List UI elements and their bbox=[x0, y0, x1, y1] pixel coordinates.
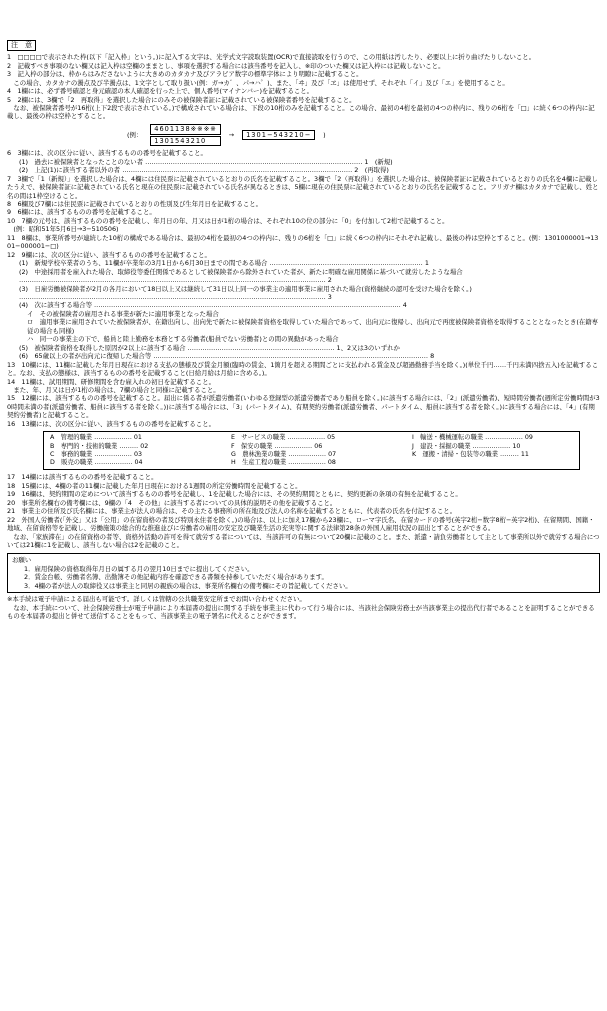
footer-note: ※本手続は電子申請による届出も可能です。詳しくは管轄の公共職業安定所までお問い合わせください。 なお、本手続について、社会保険労務士が電子申請により本届書の提出に関する手続を事業主に代わって行う場合には、当該社会保険労務士が当該事業主の提出代行者であることを証明することができるものを本届書の提出と併せて送信することをもって、当該事業主の電子署名に代えることができます。 bbox=[7, 595, 595, 621]
note-item: 15 12欄には、該当するものの番号を記載すること。届出に係る者が派遣労働者(いわゆる登録型の派遣労働者であり船員を除く。)に該当する場合には、「2」(派遣労働者)、短時間労働者(週所定労働時間が30時間未満の者(派遣労働者、船員に該当する者を除く。))に該当する場合には、「3」(パートタイム)、有期契約労働者(派遣労働者、パートタイム、船員に該当する者を除く。)に該当する場合には、「4」(有期契約労働者)と記載すること。 bbox=[7, 394, 600, 420]
example-row2: 1301543210 bbox=[150, 136, 220, 147]
example-row1: 4601138※※※※ bbox=[150, 124, 220, 135]
note-item: 10 7欄の元号は、該当するものの番号を記載し、年月日の年、月又は日が1桁の場合は、それぞれ10の位の部分に「0」を付加して2桁で記載すること。 (例：昭和51年5月6日→3−510506) bbox=[7, 216, 449, 234]
request-title: お願い bbox=[12, 556, 32, 565]
note-item: 8 6欄及び7欄には住民票に記載されているとおりの性別及び生年月日を記載すること。 bbox=[7, 199, 263, 208]
request-box bbox=[7, 553, 600, 593]
occupation-item bbox=[412, 459, 573, 467]
occupation-item: D 販売の職業 ……………… 04 bbox=[50, 459, 143, 467]
note-subsubitem: ハ 同一の事業主の下で、船員と陸上勤務を本務とする労働者(船員でない労働者)との間の異動があった場合 bbox=[27, 335, 339, 344]
occupation-item: J 建設・採掘の職業 ……………… 10 bbox=[412, 442, 521, 450]
insured-number-example bbox=[127, 124, 600, 146]
note-item: 18 15欄には、4欄の者の11欄に記載した年月日現在における1週間の所定労働時間を記載すること。 bbox=[7, 481, 302, 490]
note-item: 21 事業主の住所及び氏名欄には、事業主が法人の場合は、その主たる事務所の所在地及び法人の名称を記載するとともに、代表者の氏名を付記すること。 bbox=[7, 507, 457, 516]
occupation-item: C 事務的職業 ……………… 03 bbox=[50, 450, 142, 458]
occupation-item: I 輸送・機械運転の職業 ……………… 09 bbox=[412, 434, 533, 442]
occupation-item: F 保安の職業 ……………… 06 bbox=[231, 442, 323, 450]
example-label: (例： bbox=[127, 130, 143, 139]
notes-section-3 bbox=[7, 473, 600, 549]
example-grid bbox=[150, 124, 220, 146]
note-item: 14 11欄は、試用期間、研修期間を含む雇入れの初日を記載すること。 また、年、月又は日が1桁の場合は、7欄の場合と同様に記載すること。 bbox=[7, 377, 220, 394]
note-subitem: (1) 新規学校卒業者のうち、11欄が卒業年の3月1日から6月30日までの間である場合 ……………………………………………………………… 1 bbox=[19, 259, 429, 268]
request-item: 1．雇用保険の資格取得年月日の属する月の翌月10日までに提出してください。 bbox=[24, 564, 254, 573]
note-subitem: (5) 被保険者資格を取得した原因が2以上に該当する場合 …………………………………………………………… 1、2又は3のいずれか bbox=[19, 343, 400, 352]
note-item: 1 □□□□で表示された枠(以下「記入枠」という。)に記入する文字は、光学式文字読取装置(OCR)で直接読取を行うので、この用紙は汚したり、必要以上に折り曲げたりしないこと。 bbox=[7, 53, 536, 62]
notes-section-2 bbox=[7, 149, 600, 428]
note-subitem: (1) 過去に被保険者となったことのない者 ………………………………………………………………………………………… 1 (新規) bbox=[19, 157, 393, 166]
example-result: 1301−543210− bbox=[242, 130, 315, 141]
note-item: 17 14欄には該当するものの番号を記載すること。 bbox=[7, 473, 158, 482]
note-item: 7 3欄で「1（新規）」を選択した場合は、4欄には住民票に記載されているとおりの氏名を記載すること。3欄で「2（再取得）」を選択した場合は、被保険者証に記載されているとおりの氏名を4欄に記載したうえで、被保険者証に記載されている氏名と現在の住民票に記載されている氏名が異なるときは、5欄に現在の住民票に記載されているとおりの氏名を記載すること。フリガナ欄はカタカナで記載し、姓と名の間は1枠空けること。 bbox=[7, 174, 599, 200]
note-subitem: (4) 次に該当する場合等 ……………………………………………………………………………………………………………………………… 4 bbox=[19, 301, 407, 310]
occupation-table bbox=[43, 431, 580, 470]
note-subsubitem: ロ 適用事業に雇用されていた被保険者が、在籍出向し、出向先で新たに被保険者資格を取得していた場合であって、出向元に復帰し、出向元で再度被保険者資格を取得することとなったとき(在籍専従の場合も同様) bbox=[27, 318, 599, 335]
arrow-icon: → bbox=[228, 130, 235, 139]
note-item: 11 8欄は、事業所番号が連続した10桁の構成である場合は、最初の4桁を最初の4つの枠内に、残りの6桁を「□」に続く6つの枠内にそれぞれ記載し、最後の枠は空枠とすること。(例：1301000001→1301−000001−□) bbox=[7, 233, 599, 251]
note-subitem: (2) 中途採用者を雇入れた場合、取締役等委任関係であるとして被保険者から除外されていた者が、新たに明確な雇用関係に基づいて就労したような場合 ……………………………………………………………………………………………………………………………… 2 bbox=[19, 267, 465, 285]
notes-page bbox=[7, 0, 600, 621]
occupation-item: G 農林漁業の職業 ……………… 07 bbox=[231, 450, 337, 458]
note-item: 19 16欄は、契約期間の定めについて該当するものの番号を記載し、1を記載した場合には、その契約期間とともに、契約更新の条項の有無を記載すること。 bbox=[7, 490, 462, 499]
request-item: 2．賃金台帳、労働者名簿、出勤簿その他記載内容を確認できる書類を持参していただく場合があります。 bbox=[24, 573, 328, 582]
note-item: 16 13欄には、次の区分に従い、該当するものの番号を記載すること。 bbox=[7, 419, 215, 428]
occupation-item: A 管理的職業 ……………… 01 bbox=[50, 434, 142, 442]
occupation-item: K 運搬・清掃・包装等の職業 ……… 11 bbox=[412, 450, 529, 458]
note-item: 22 外国人労働者(「外交」又は「公用」の在留資格の者及び特別永住者を除く。)の場合は、以上に加え17欄から23欄に、ローマ字氏名、在留カードの番号(英字2桁−数字8桁−英字2桁)、在留期間、国籍・地域、在留資格等を記載し、労働施策の総合的な推進並びに労働者の雇用の安定及び職業生活の充実等に関する法律第28条の外国人雇用状況の届出とすることができる。 なお、「家族滞在」の在留資格の者等、資格外活動の許可を得て就労する者については、当該許可の有無について20欄に記載のこと。また、派遣・請負労働者として主として事業所以外で就労する場合については21欄に1を記載し、該当しない場合は2を記載のこと。 bbox=[7, 515, 600, 550]
note-item: 5 2欄には、3欄で「2 再取得」を選択した場合にのみその被保険者証に記載されている被保険者番号を記載すること。 なお、被保険者番号が16桁(上下2段で表示されている。)で構成されている場合は、下段の10桁のみを記載すること。この場合、最初の4桁を最初の4つの枠内に、残りの6桁を「□」に続く6つの枠内に記載し、最後の枠は空枠とすること。 bbox=[7, 95, 595, 121]
note-subsubitem: イ その被保険者の雇用される事業が新たに適用事業となった場合 bbox=[27, 309, 219, 318]
note-item: 9 6欄には、該当するものの番号を記載すること。 bbox=[7, 208, 156, 217]
note-item: 6 3欄には、次の区分に従い、該当するものの番号を記載すること。 bbox=[7, 149, 207, 158]
occupation-item: H 生産工程の職業 ……………… 08 bbox=[231, 459, 336, 467]
example-close: ) bbox=[323, 130, 326, 139]
notes-section-1 bbox=[7, 53, 600, 121]
occupation-item: E サービスの職業 ……………… 05 bbox=[231, 434, 336, 442]
note-item: 20 事業所名欄右の備考欄には、9欄の「4 その他」に該当する者についての具体的説明その他を記載すること。 bbox=[7, 498, 337, 507]
notes-title: 注 意 bbox=[7, 40, 36, 51]
note-subitem: (6) 65歳以上の者が出向元に復帰した場合等 ………………………………………………………………………………………………………………… 8 bbox=[19, 352, 435, 361]
note-item: 2 記載すべき事項のない欄又は記入枠は空欄のままとし、事項を選択する場合には該当番号を記入し、※印のついた欄又は記入枠には記載しないこと。 bbox=[7, 61, 445, 70]
request-item: 3．4欄の者が法人の取締役又は事業主と同居の親族の場合は、事業所名欄右の備考欄にその旨記載してください。 bbox=[24, 581, 352, 590]
note-item: 13 10欄には、11欄に記載した年月日現在における支払の態様及び賃金月額(臨時の賃金、1箇月を超える期間ごとに支払われる賃金及び超過勤務手当を除く。)(単位千円……千円未満四捨五入)を記載すること。なお、支払の態様は、該当するものの番号を記載すること(日給月給は月給に含める。)。 bbox=[7, 360, 599, 378]
occupation-item: B 専門的・技術的職業 ……… 02 bbox=[50, 442, 149, 450]
note-item: 3 記入枠の部分は、枠からはみださないように大きめのカタカナ及びアラビア数字の標準字体により明瞭に記載すること。 この場合、カタカナの濁点及び半濁点は、1文字として取り扱い(例：ガ→カ゛、パ→ハ゜)、また、「ヰ」及び「ヱ」は使用せず、それぞれ「イ」及び「エ」を使用すること。 bbox=[7, 70, 509, 87]
note-subitem: (2) 上記(1)に該当する者以外の者 ……………………………………………………………………………………………… 2 (再取得) bbox=[19, 166, 389, 175]
note-subitem: (3) 日雇労働被保険者が2月の各月において18日以上又は継続して31日以上同一の事業主の適用事業に雇用された場合(資格継続の認可を受けた場合を除く。) ……………………………………………………………………………………………………………………………… 3 bbox=[19, 284, 474, 301]
note-item: 4 1欄には、必ず番号確認と身元確認の本人確認を行った上で、個人番号(マイナンバー)を記載すること。 bbox=[7, 87, 314, 96]
note-item: 12 9欄には、次の区分に従い、該当するものの番号を記載すること。 bbox=[7, 250, 211, 259]
